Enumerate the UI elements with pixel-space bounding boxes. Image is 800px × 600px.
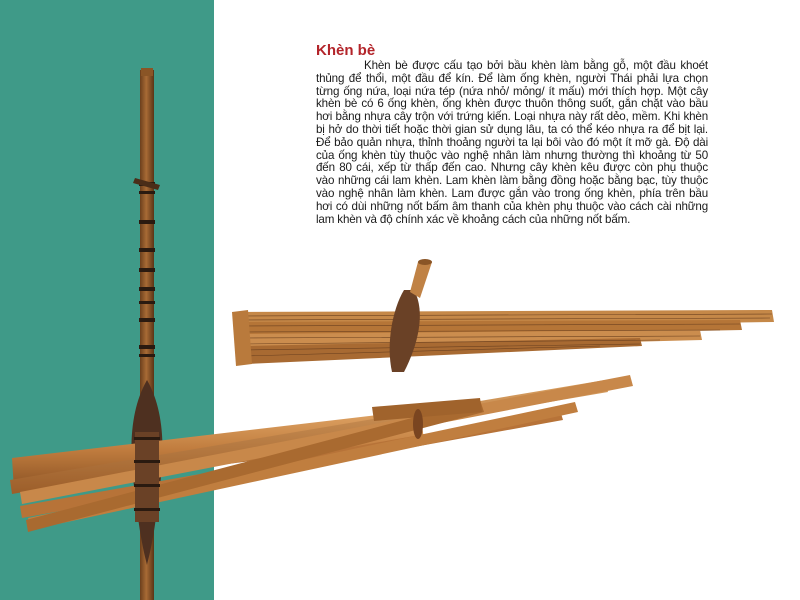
mouthpiece-opening (418, 259, 432, 265)
pipe-end (413, 409, 423, 439)
pipe-top (141, 68, 153, 76)
article-title: Khèn bè (316, 42, 376, 59)
article-body: Khèn bè được cấu tạo bởi bầu khèn làm bằng gỗ, một đầu khoét thủng để thổi, một đầu để kín. Để làm ống khèn, người Thái phải lựa chọn từng ống nứa, loại nứa tép (nứa nhỏ/ mỏng/ ít mấu) mới thích hợp. Một cây khèn bè có 6 ống khèn, ống khèn được thuôn thông suốt, gắn chặt vào bầu hơi bằng nhựa cây trộn với trứng kiến. Loại nhựa này rất dẻo, mềm. Khi khèn bị hở do thời tiết hoặc thời gian sử dụng lâu, ta có thể kéo nhựa ra để bịt lại. Để bảo quản nhựa, thỉnh thoảng người ta lại bôi vào đó một ít mỡ gà. Độ dài của ống khèn tùy thuộc vào nghệ nhân làm nhưng thường thì khoảng từ 50 đến 80 cái, xếp từ thấp đến cao. Nhưng cây khèn kêu được còn phụ thuộc vào những cái lam khèn. Lam khèn làm bằng đồng hoặc bằng bạc, tùy thuộc vào nghệ nhân làm khèn. Lam được gắn vào trong ống khèn, phía trên bầu hơi có dùi những nốt bấm âm thanh của khèn phụ thuộc vào cách cài những lam khèn và độ chính xác về khoảng cách của những nốt bấm. (316, 59, 708, 226)
pipe-3 (20, 375, 633, 504)
small-mouthpiece (410, 262, 432, 298)
small-wind-chest (390, 290, 420, 372)
small-khen-photo (232, 259, 774, 372)
